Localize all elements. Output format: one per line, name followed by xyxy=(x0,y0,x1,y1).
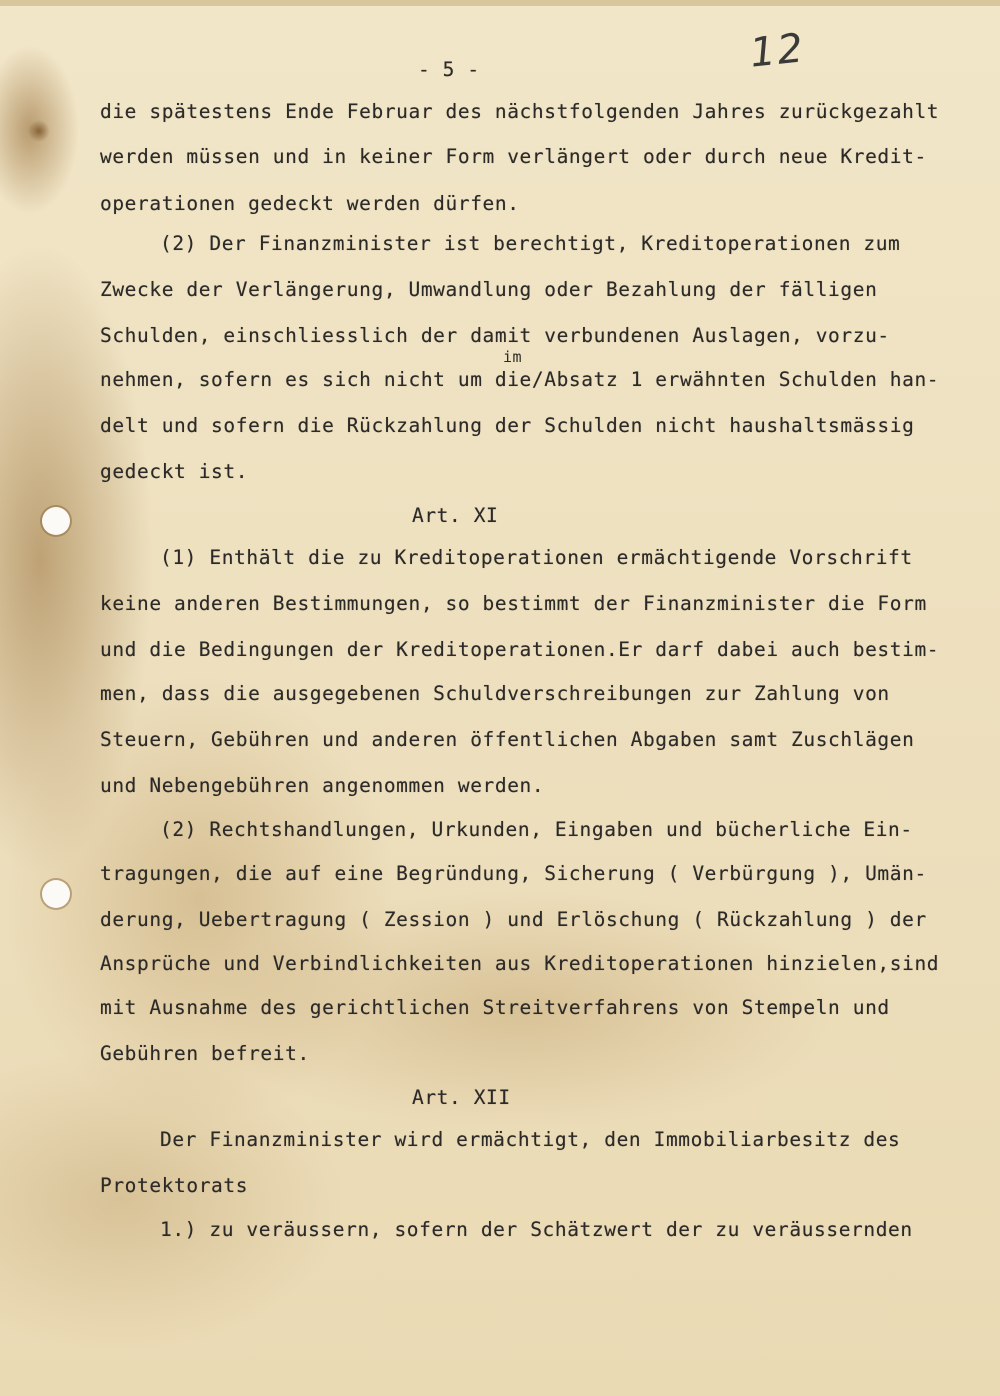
text-line: Schulden, einschliesslich der damit verbundenen Auslagen, vorzu- xyxy=(100,324,890,347)
text-line: 1.) zu veräussern, sofern der Schätzwert der zu veräussernden xyxy=(160,1218,913,1241)
handwritten-folio-number: 12 xyxy=(747,25,808,77)
text-line: gedeckt ist. xyxy=(100,460,249,483)
text-line: Der Finanzminister wird ermächtigt, den Immobiliarbesitz des xyxy=(160,1128,901,1151)
text-line: nehmen, sofern es sich nicht um die/Absatz 1 erwähnten Schulden han- xyxy=(100,368,940,391)
text-line: Steuern, Gebühren und anderen öffentlichen Abgaben samt Zuschlägen xyxy=(100,728,915,751)
punch-hole-upper xyxy=(42,507,70,535)
text-line: (2) Rechtshandlungen, Urkunden, Eingaben und bücherliche Ein- xyxy=(160,818,913,841)
text-line: derung, Uebertragung ( Zession ) und Erlöschung ( Rückzahlung ) der xyxy=(100,908,927,931)
text-line: mit Ausnahme des gerichtlichen Streitverfahrens von Stempeln und xyxy=(100,996,890,1019)
article-heading: Art. XII xyxy=(412,1086,511,1109)
text-line: und die Bedingungen der Kreditoperationen.Er darf dabei auch bestim- xyxy=(100,638,940,661)
text-line: (2) Der Finanzminister ist berechtigt, Kreditoperationen zum xyxy=(160,232,901,255)
text-line: die spätestens Ende Februar des nächstfolgenden Jahres zurückgezahlt xyxy=(100,100,940,123)
text-line: Protektorats xyxy=(100,1174,249,1197)
text-line: delt und sofern die Rückzahlung der Schulden nicht haushaltsmässig xyxy=(100,414,915,437)
punch-hole-lower xyxy=(42,880,70,908)
text-line: (1) Enthält die zu Kreditoperationen ermächtigende Vorschrift xyxy=(160,546,913,569)
page-number: - 5 - xyxy=(418,58,480,81)
text-line: und Nebengebühren angenommen werden. xyxy=(100,774,545,797)
text-line: men, dass die ausgegebenen Schuldverschreibungen zur Zahlung von xyxy=(100,682,890,705)
handwritten-insertion: im xyxy=(503,348,523,366)
stain-mark xyxy=(28,120,50,142)
article-heading: Art. XI xyxy=(412,504,499,527)
text-line: keine anderen Bestimmungen, so bestimmt der Finanzminister die Form xyxy=(100,592,927,615)
paper-edge xyxy=(0,0,1000,6)
text-line: Ansprüche und Verbindlichkeiten aus Kreditoperationen hinzielen,sind xyxy=(100,952,940,975)
text-line: werden müssen und in keiner Form verlängert oder durch neue Kredit- xyxy=(100,145,927,168)
text-line: operationen gedeckt werden dürfen. xyxy=(100,192,520,215)
text-line: tragungen, die auf eine Begründung, Sicherung ( Verbürgung ), Umän- xyxy=(100,862,927,885)
text-line: Gebühren befreit. xyxy=(100,1042,310,1065)
text-line: Zwecke der Verlängerung, Umwandlung oder Bezahlung der fälligen xyxy=(100,278,878,301)
